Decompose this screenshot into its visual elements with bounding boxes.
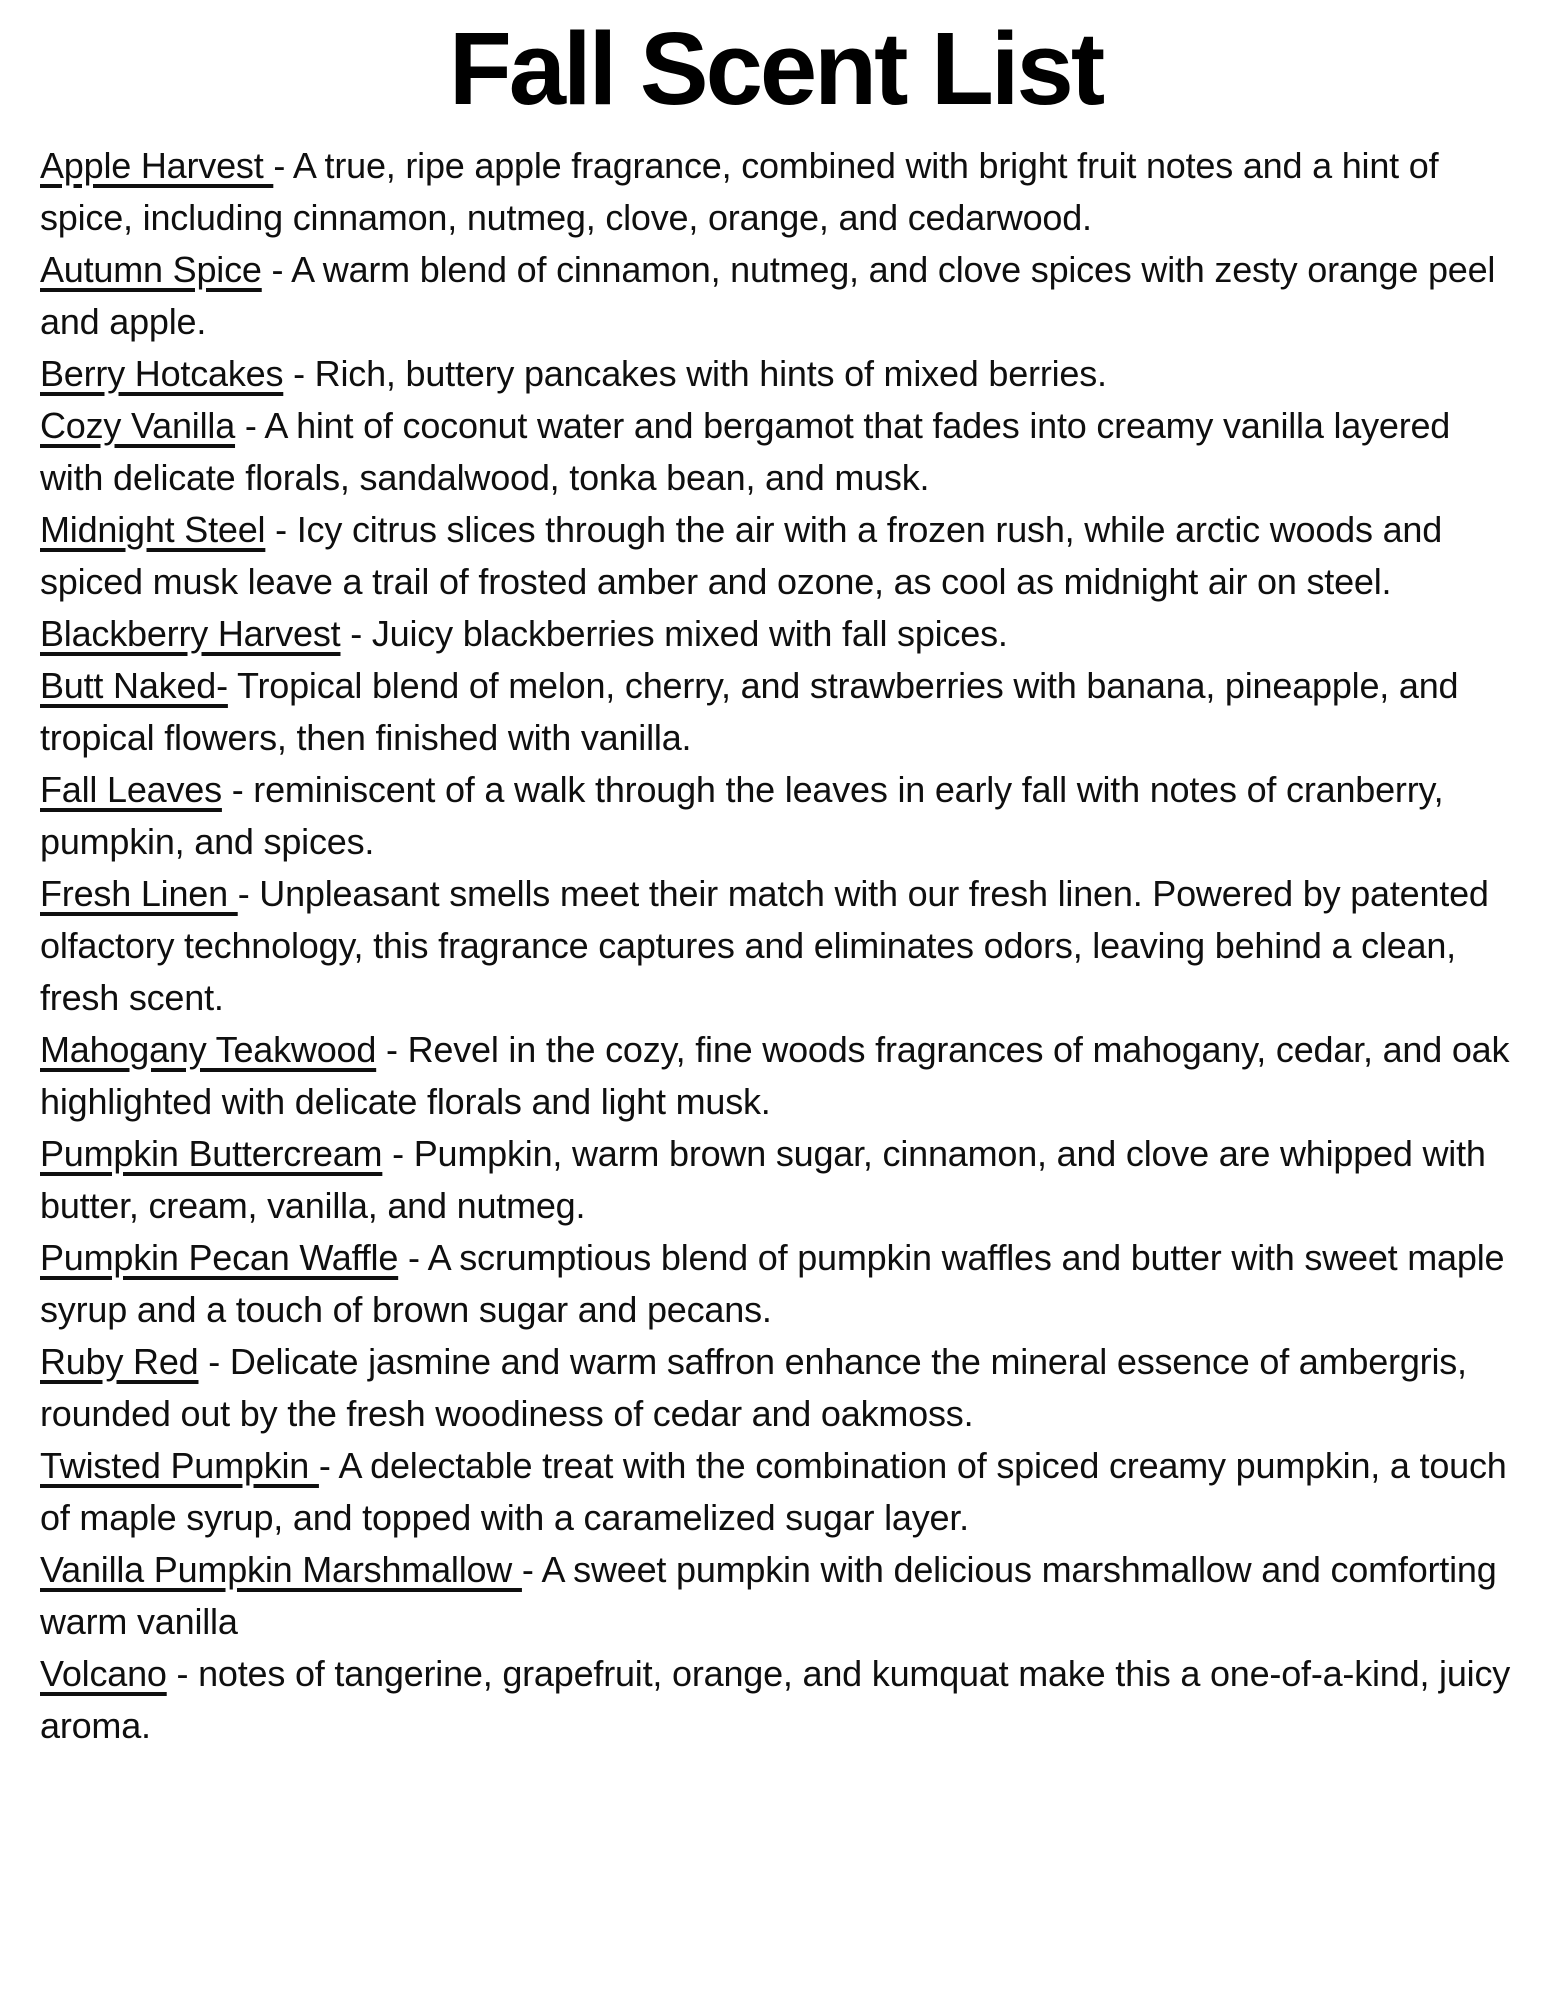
scent-entry — [40, 140, 1511, 244]
scent-description: - Delicate jasmine and warm saffron enhance the mineral essence of ambergris, rounded out by the fresh woodiness of cedar and oakmoss. — [40, 1340, 1467, 1434]
scent-list — [40, 140, 1511, 1752]
scent-description: - notes of tangerine, grapefruit, orange, and kumquat make this a one-of-a-kind, juicy aroma. — [40, 1652, 1511, 1746]
scent-entry — [40, 1544, 1511, 1648]
scent-name-label: Butt Naked- — [40, 664, 228, 706]
scent-entry — [40, 348, 1511, 400]
scent-name-label: Autumn Spice — [40, 248, 262, 290]
scent-description: - A delectable treat with the combination of spiced creamy pumpkin, a touch of maple syrup, and topped with a caramelized sugar layer. — [40, 1444, 1507, 1538]
scent-entry — [40, 1440, 1511, 1544]
scent-entry — [40, 504, 1511, 608]
scent-entry — [40, 244, 1511, 348]
scent-description: - Icy citrus slices through the air with a frozen rush, while arctic woods and spiced musk leave a trail of frosted amber and ozone, as cool as midnight air on steel. — [40, 508, 1443, 602]
scent-name-label: Midnight Steel — [40, 508, 266, 550]
scent-description: - A sweet pumpkin with delicious marshmallow and comforting warm vanilla — [40, 1548, 1497, 1642]
scent-entry — [40, 868, 1511, 1024]
scent-name-label: Fall Leaves — [40, 768, 222, 810]
scent-name-label: Berry Hotcakes — [40, 352, 284, 394]
scent-entry — [40, 764, 1511, 868]
scent-description: - reminiscent of a walk through the leaves in early fall with notes of cranberry, pumpkin, and spices. — [40, 768, 1444, 862]
scent-description: Tropical blend of melon, cherry, and strawberries with banana, pineapple, and tropical flowers, then finished with vanilla. — [40, 664, 1459, 758]
scent-name-label: Volcano — [40, 1652, 167, 1694]
scent-name-label: Pumpkin Buttercream — [40, 1132, 383, 1174]
scent-description: - Juicy blackberries mixed with fall spices. — [340, 612, 1008, 654]
scent-description: - A hint of coconut water and bergamot that fades into creamy vanilla layered with delicate florals, sandalwood, tonka bean, and musk. — [40, 404, 1451, 498]
scent-description: - Rich, buttery pancakes with hints of mixed berries. — [283, 352, 1107, 394]
scent-description: - Unpleasant smells meet their match with our fresh linen. Powered by patented olfactory technology, this fragrance captures and eliminates odors, leaving behind a clean, fresh scent. — [40, 872, 1489, 1018]
scent-entry — [40, 400, 1511, 504]
scent-name-label: Ruby Red — [40, 1340, 199, 1382]
scent-description: - A scrumptious blend of pumpkin waffles and butter with sweet maple syrup and a touch of brown sugar and pecans. — [40, 1236, 1505, 1330]
scent-entry — [40, 1336, 1511, 1440]
scent-name-label: Apple Harvest — [40, 144, 274, 186]
scent-description: - Revel in the cozy, fine woods fragrances of mahogany, cedar, and oak highlighted with delicate florals and light musk. — [40, 1028, 1510, 1122]
scent-entry — [40, 608, 1511, 660]
scent-entry — [40, 1024, 1511, 1128]
scent-entry — [40, 1648, 1511, 1752]
scent-name-label: Mahogany Teakwood — [40, 1028, 377, 1070]
scent-entry — [40, 1128, 1511, 1232]
scent-description: - A true, ripe apple fragrance, combined with bright fruit notes and a hint of spice, including cinnamon, nutmeg, clove, orange, and cedarwood. — [40, 144, 1439, 238]
scent-name-label: Fresh Linen — [40, 872, 238, 914]
page-title: Fall Scent List — [448, 11, 1103, 126]
scent-name-label: Pumpkin Pecan Waffle — [40, 1236, 399, 1278]
scent-description: - Pumpkin, warm brown sugar, cinnamon, and clove are whipped with butter, cream, vanilla, and nutmeg. — [40, 1132, 1486, 1226]
scent-name-label: Cozy Vanilla — [40, 404, 236, 446]
scent-entry — [40, 1232, 1511, 1336]
scent-entry — [40, 660, 1511, 764]
scent-name-label: Vanilla Pumpkin Marshmallow — [40, 1548, 522, 1590]
scent-name-label: Twisted Pumpkin — [40, 1444, 319, 1486]
scent-description: - A warm blend of cinnamon, nutmeg, and clove spices with zesty orange peel and apple. — [40, 248, 1496, 342]
scent-name-label: Blackberry Harvest — [40, 612, 341, 654]
